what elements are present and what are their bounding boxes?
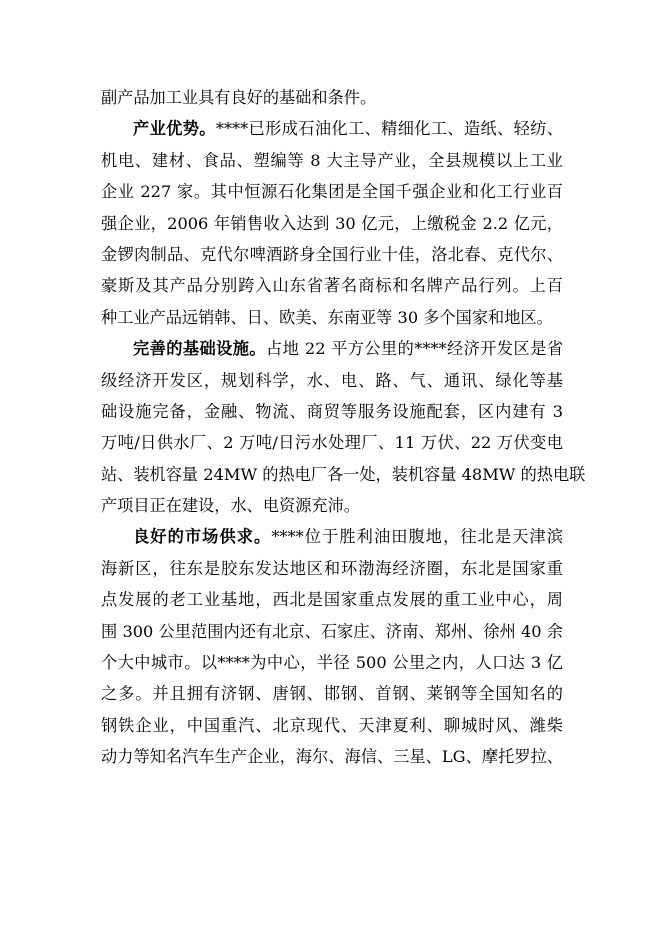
text-line: 级经济开发区，规划科学，水、电、路、气、通讯、绿化等基 (101, 370, 563, 390)
text-line: 个大中城市。以****为中心，半径 500 公里之内，人口达 3 亿 (101, 653, 563, 673)
heading-industry-advantage: 产业优势。 (133, 119, 216, 139)
text-line: 围 300 公里范围内还有北京、石家庄、济南、郑州、徐州 40 余 (101, 621, 563, 641)
text-line: 豪斯及其产品分别跨入山东省著名商标和名牌产品行列。上百 (101, 276, 563, 296)
text-line: 动力等知名汽车生产企业，海尔、海信、三星、LG、摩托罗拉、 (101, 747, 563, 767)
text-line: 产项目正在建设，水、电资源充沛。 (101, 496, 360, 516)
text-line: 础设施完备，金融、物流、商贸等服务设施配套，区内建有 3 (101, 401, 563, 421)
text-line: 海新区，往东是胶东发达地区和环渤海经济圈，东北是国家重 (101, 558, 563, 578)
text-line: 强企业，2006 年销售收入达到 30 亿元，上缴税金 2.2 亿元， (101, 213, 563, 233)
heading-infrastructure: 完善的基础设施。 (133, 339, 267, 359)
paragraph-industry-advantage (101, 113, 563, 144)
heading-market: 良好的市场供求。 (133, 527, 272, 547)
text-line: ****位于胜利油田腹地，往北是天津滨 (271, 527, 564, 547)
text-line: 占地 22 平方公里的****经济开发区是省 (266, 339, 564, 359)
text-line: 机电、建材、食品、塑编等 8 大主导产业，全县规模以上工业 (101, 150, 563, 170)
text-line: 金锣肉制品、克代尔啤酒跻身全国行业十佳，洛北春、克代尔、 (101, 244, 563, 264)
text-line: 副产品加工业具有良好的基础和条件。 (101, 88, 377, 107)
text-line: 万吨/日供水厂、2 万吨/日污水处理厂、11 万伏、22 万伏变电 (101, 433, 563, 453)
text-line: 钢铁企业，中国重汽、北京现代、天津夏利、聊城时风、潍柴 (101, 715, 563, 735)
paragraph-market (101, 521, 563, 552)
text-line: 企业 227 家。其中恒源石化集团是全国千强企业和化工行业百 (101, 182, 563, 202)
body-text (101, 82, 586, 773)
paragraph-infrastructure (101, 333, 563, 364)
text-line: 之多。并且拥有济钢、唐钢、邯钢、首钢、莱钢等全国知名的 (101, 684, 563, 704)
text-line: 站、装机容量 24MW 的热电厂各一处，装机容量 48MW 的热电联 (101, 464, 586, 484)
text-line: 种工业产品远销韩、日、欧美、东南亚等 30 多个国家和地区。 (101, 307, 553, 327)
text-line: 点发展的老工业基地，西北是国家重点发展的重工业中心，周 (101, 590, 563, 610)
text-line: ****已形成石油化工、精细化工、造纸、轻纺、 (215, 119, 564, 139)
